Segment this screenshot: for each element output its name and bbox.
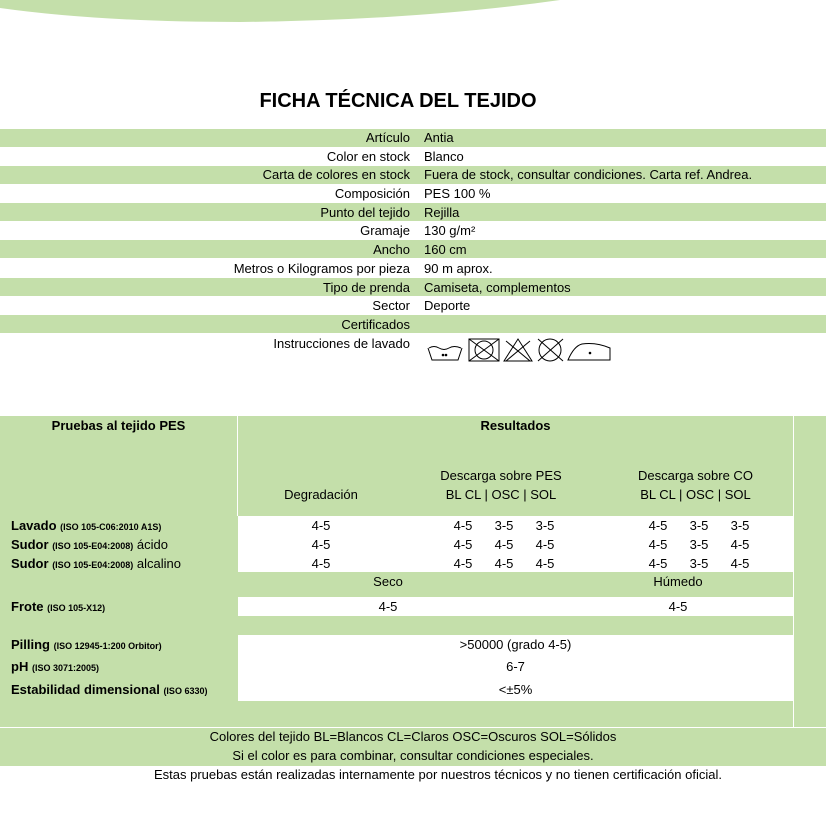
combine-note: Si el color es para combinar, consultar condiciones especiales. [232, 748, 594, 763]
test-name: pH [11, 659, 29, 674]
co-sol-value: 4-5 [730, 556, 750, 571]
spec-label: Gramaje [360, 223, 410, 238]
spec-label: Ancho [373, 242, 410, 257]
color-legend: Colores del tejido BL=Blancos CL=Claros OSC=Oscuros SOL=Sólidos [209, 729, 617, 744]
pes-sol-value: 4-5 [535, 537, 555, 552]
co-osc-value: 3-5 [689, 537, 709, 552]
test-name: Sudor [11, 537, 49, 552]
degradation-value: 4-5 [311, 518, 331, 533]
washing-instructions [426, 336, 612, 364]
dry-label: Seco [373, 574, 403, 589]
wet-label: Húmedo [653, 574, 703, 589]
pes-sol-value: 4-5 [535, 556, 555, 571]
spec-value: Rejilla [424, 205, 460, 220]
test-suffix: ácido [133, 537, 168, 552]
test-standard: (ISO 12945-1:200 Orbitor) [53, 641, 162, 651]
test-name: Estabilidad dimensional [11, 682, 160, 697]
spec-value: 130 g/m² [424, 223, 476, 238]
spec-label: Carta de colores en stock [262, 167, 410, 182]
no-tumble-dry-icon [469, 339, 499, 361]
header-tests: Pruebas al tejido PES [51, 418, 186, 433]
header-degradation: Degradación [284, 487, 358, 502]
spec-value: PES 100 % [424, 186, 491, 201]
co-bl-cl-value: 4-5 [648, 537, 668, 552]
co-osc-value: 3-5 [689, 518, 709, 533]
stability-value: <±5% [498, 682, 533, 697]
test-suffix: alcalino [133, 556, 181, 571]
spec-value: Fuera de stock, consultar condiciones. Carta ref. Andrea. [424, 167, 753, 182]
degradation-value: 4-5 [311, 537, 331, 552]
dry-value: 4-5 [378, 599, 398, 614]
test-name: Pilling [11, 637, 50, 652]
test-standard: (ISO 105-E04:2008) [52, 541, 134, 551]
pes-bl-cl-value: 4-5 [453, 556, 473, 571]
wash-30-icon [428, 347, 462, 361]
iron-low-icon [568, 344, 610, 361]
test-standard: (ISO 3071:2005) [31, 663, 100, 673]
spec-label: Sector [372, 298, 410, 313]
spec-value: Deporte [424, 298, 471, 313]
spec-value: 160 cm [424, 242, 467, 257]
wet-value: 4-5 [668, 599, 688, 614]
spec-value: Camiseta, complementos [424, 280, 571, 295]
disclaimer: Estas pruebas están realizadas internamente por nuestros técnicos y no tienen certificación oficial. [154, 767, 722, 782]
header-decoration [0, 0, 826, 30]
spec-value: Antia [424, 130, 454, 145]
spec-value: 90 m aprox. [424, 261, 493, 276]
header-shades-co: BL CL | OSC | SOL [640, 487, 751, 502]
co-sol-value: 3-5 [730, 518, 750, 533]
header-discharge-pes: Descarga sobre PES [440, 468, 562, 483]
test-standard: (ISO 6330) [163, 686, 208, 696]
spec-label: Instrucciones de lavado [273, 336, 410, 351]
spec-label: Color en stock [326, 149, 410, 164]
pes-bl-cl-value: 4-5 [453, 518, 473, 533]
test-standard: (ISO 105-E04:2008) [52, 560, 134, 570]
pes-sol-value: 3-5 [535, 518, 555, 533]
spec-label: Artículo [365, 130, 410, 145]
header-results: Resultados [480, 418, 551, 433]
pes-osc-value: 3-5 [494, 518, 514, 533]
spec-label: Metros o Kilogramos por pieza [233, 261, 410, 276]
header-shades-pes: BL CL | OSC | SOL [445, 487, 557, 502]
no-bleach-icon [504, 339, 532, 361]
co-bl-cl-value: 4-5 [648, 556, 668, 571]
pes-bl-cl-value: 4-5 [453, 537, 473, 552]
header-discharge-co: Descarga sobre CO [638, 468, 753, 483]
pilling-value: >50000 (grado 4-5) [459, 637, 572, 652]
test-name: Lavado [11, 518, 57, 533]
spec-label: Tipo de prenda [323, 280, 410, 295]
degradation-value: 4-5 [311, 556, 331, 571]
ph-value: 6-7 [506, 659, 525, 674]
pes-osc-value: 4-5 [494, 537, 514, 552]
co-sol-value: 4-5 [730, 537, 750, 552]
spec-label: Certificados [341, 317, 410, 332]
test-standard: (ISO 105-C06:2010 A1S) [60, 522, 162, 532]
spec-value: Blanco [424, 149, 464, 164]
no-dry-clean-icon [538, 339, 563, 361]
spec-label: Punto del tejido [320, 205, 410, 220]
co-osc-value: 3-5 [689, 556, 709, 571]
page-title: FICHA TÉCNICA DEL TEJIDO [259, 90, 537, 112]
spec-label: Composición [334, 186, 410, 201]
test-name: Sudor [11, 556, 49, 571]
test-name: Frote [11, 599, 44, 614]
pes-osc-value: 4-5 [494, 556, 514, 571]
test-standard: (ISO 105-X12) [47, 603, 106, 613]
co-bl-cl-value: 4-5 [648, 518, 668, 533]
